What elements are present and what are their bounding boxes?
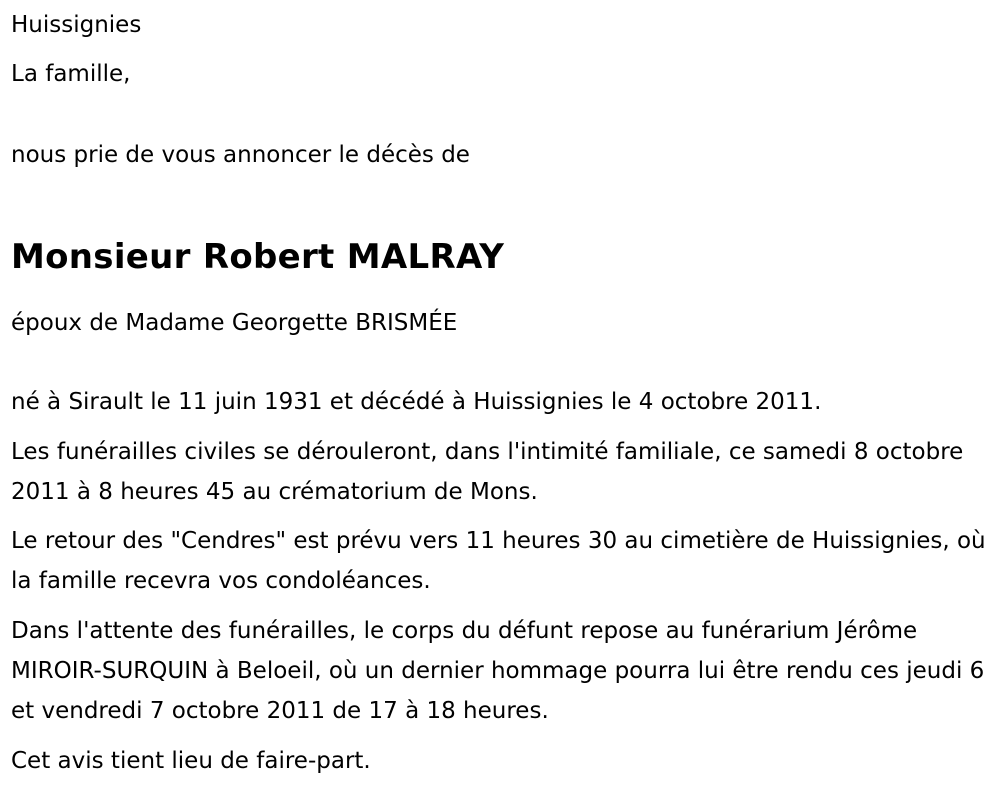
deceased-name: Monsieur Robert MALRAY: [11, 236, 505, 277]
notice-family: La famille,: [11, 61, 131, 87]
ashes-paragraph: Le retour des "Cendres" est prévu vers 11 heures 30 au cimetière de Huissignies, où la famille recevra vos condoléances.: [11, 528, 986, 594]
funeral-paragraph: Les funérailles civiles se dérouleront, dans l'intimité familiale, ce samedi 8 octobre 2011 à 8 heures 45 au crématorium de Mons.: [11, 439, 964, 505]
notice-intro: nous prie de vous annoncer le décès de: [11, 142, 470, 168]
spouse-line: époux de Madame Georgette BRISMÉE: [11, 310, 458, 336]
viewing-paragraph: Dans l'attente des funérailles, le corps du défunt repose au funérarium Jérôme MIROIR-SURQUIN à Beloeil, où un dernier hommage pourra lui être rendu ces jeudi 6 et vendredi 7 octobre 2011 de 17 à 18 heures.: [11, 618, 985, 724]
notice-location: Huissignies: [11, 12, 142, 38]
birth-death-line: né à Sirault le 11 juin 1931 et décédé à Huissignies le 4 octobre 2011.: [11, 389, 822, 415]
closing-line: Cet avis tient lieu de faire-part.: [11, 748, 371, 774]
